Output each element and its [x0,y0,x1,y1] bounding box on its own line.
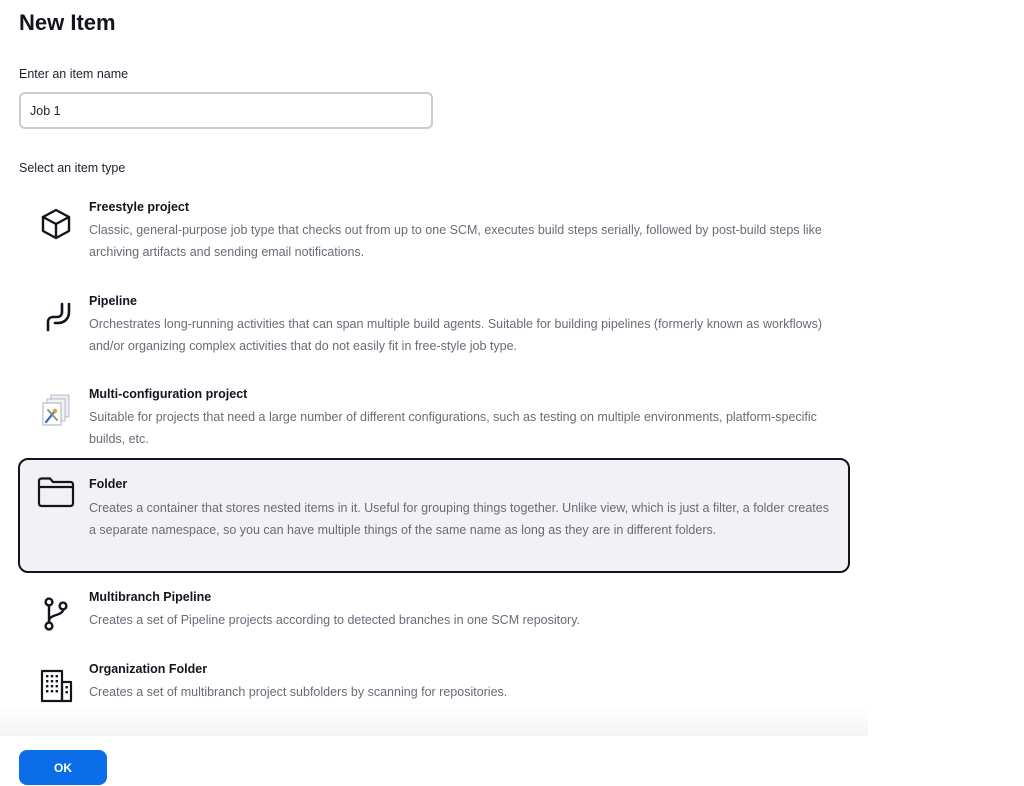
item-type-label: Select an item type [19,161,126,175]
item-type-description: Creates a container that stores nested items in it. Useful for grouping things together. Unlike view, which is just a filter, a folder creates a separate namespace, so you can have multiple things of the same name as long as they are in different folders. [89,501,829,537]
matrix-project-icon [36,393,76,433]
item-type-name: Freestyle project [89,200,190,214]
item-type-description: Suitable for projects that need a large number of different configurations, such as testing on multiple environments, platform-specific builds, etc. [89,410,817,446]
page-title: New Item [19,10,116,35]
building-icon [36,668,76,708]
item-type-multi-configuration-project[interactable] [18,385,850,455]
branch-icon [36,596,76,636]
item-type-freestyle-project[interactable] [18,198,850,268]
item-type-organization-folder[interactable] [18,660,850,708]
cube-icon [36,206,76,246]
folder-icon [36,476,76,516]
item-type-name: Pipeline [89,294,137,308]
item-type-description: Classic, general-purpose job type that checks out from up to one SCM, executes build steps serially, followed by post-build steps like archiving artifacts and sending email notifications. [89,223,822,259]
item-name-label: Enter an item name [19,67,129,81]
item-type-description: Orchestrates long-running activities that can span multiple build agents. Suitable for building pipelines (formerly known as workflows) and/or organizing complex activities that do not easily fit in free-style job type. [89,317,823,353]
item-name-input[interactable] [19,92,433,129]
item-type-name: Folder [89,477,128,491]
item-type-pipeline[interactable] [18,292,850,362]
item-type-folder[interactable] [18,458,850,573]
item-type-multibranch-pipeline[interactable] [18,588,850,636]
item-type-description: Creates a set of Pipeline projects according to detected branches in one SCM repository. [89,613,581,627]
bottom-app-bar [0,736,1024,786]
pipeline-icon [36,300,76,340]
item-type-name: Multi-configuration project [89,387,248,401]
item-type-name: Multibranch Pipeline [89,590,212,604]
item-type-description: Creates a set of multibranch project subfolders by scanning for repositories. [89,685,508,699]
scroll-fade [0,704,868,736]
item-type-name: Organization Folder [89,662,208,676]
ok-button[interactable]: OK [19,750,107,785]
